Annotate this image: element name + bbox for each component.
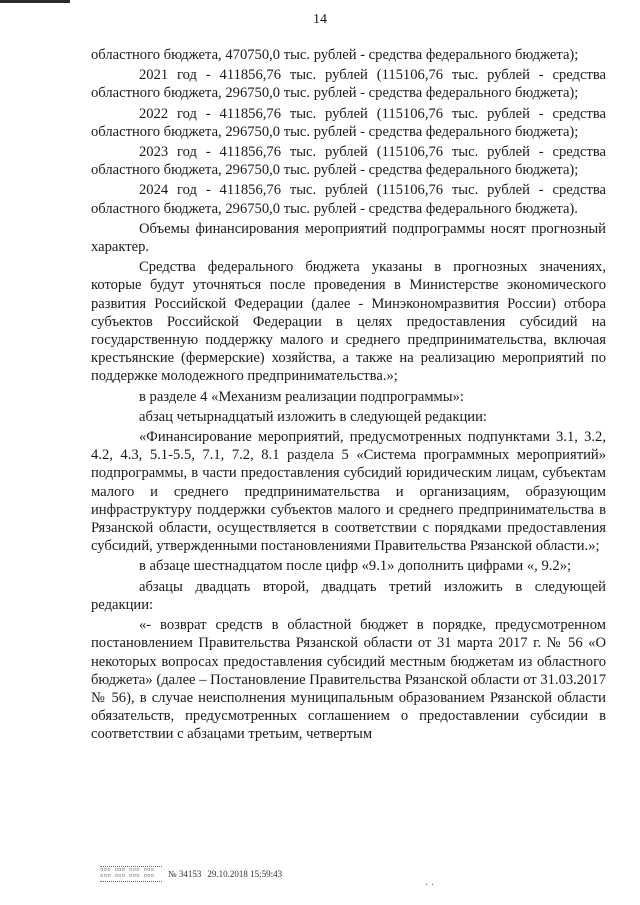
document-footer [100,866,282,882]
paragraph: Средства федерального бюджета указаны в прогнозных значениях, которые будут уточняться после проведения в Министерстве экономического развития Российской Федерации (далее - Минэкономразвития России) отбора субъектов Российской Федерации в целях предоставления субсидий на государственную поддержку малого и среднего предпринимательства, включая крестьянские (фермерские) хозяйства, а также на реализацию мероприятий по поддержке молодежного предпринимательства.»; [91,259,606,385]
scan-speckle: · · [425,880,435,891]
paragraph: 2022 год - 411856,76 тыс. рублей (115106,76 тыс. рублей - средства областного бюджета, 296750,0 тыс. рублей - средства федерального бюджета); [91,105,606,140]
paragraph: в абзаце шестнадцатом после цифр «9.1» дополнить цифрами «, 9.2»; [139,558,572,575]
paragraph: абзац четырнадцатый изложить в следующей редакции: [139,408,487,425]
registration-stamp-image: ▫▫▫ ▫▫▫ ▫▫▫ ▫▫▫ ▫▫▫ ▫▫▫ ▫▫▫ ▫▫▫ [100,866,162,882]
page-number: 14 [313,12,327,27]
paragraph: «Финансирование мероприятий, предусмотренных подпунктами 3.1, 3.2, 4.2, 4.3, 5.1-5.5, 7.1, 7.2, 8.1 раздела 5 «Система программных мероприятий» подпрограммы, в части предоставления субсидий юридическим лицам, субъектам малого и среднего предпринимательства и организациям, образующим инфраструктуру поддержки субъектов малого и среднего предпринимательства в Рязанской области, осуществляется в соответствии с порядками предоставления субсидий, утвержденными постановлениями Правительства Рязанской области.»; [91,429,606,555]
paragraph: 2021 год - 411856,76 тыс. рублей (115106,76 тыс. рублей - средства областного бюджета, 296750,0 тыс. рублей - средства федерального бюджета); [91,67,606,102]
paragraph: 2023 год - 411856,76 тыс. рублей (115106,76 тыс. рублей - средства областного бюджета, 296750,0 тыс. рублей - средства федерального бюджета); [91,144,606,179]
paragraph: «- возврат средств в областной бюджет в порядке, предусмотренном постановлением Правительства Рязанской области от 31 марта 2017 г. № 56 «О некоторых вопросах предоставления субсидий местным бюджетам из областного бюджета» (далее – Постановление Правительства Рязанской области от 31.03.2017 № 56), в случае неисполнения муниципальным образованием Рязанской области обязательств, предусмотренных соглашением о предоставлении субсидии в соответствии с абзацами третьим, четвертым [91,617,606,743]
paragraph: областного бюджета, 470750,0 тыс. рублей - средства федерального бюджета); [91,47,579,63]
paragraph: Объемы финансирования мероприятий подпрограммы носят прогнозный характер. [91,220,606,256]
paragraph: 2024 год - 411856,76 тыс. рублей (115106,76 тыс. рублей - средства областного бюджета, 296750,0 тыс. рублей - средства федерального бюджета). [91,182,606,217]
document-timestamp: 29.10.2018 15:59:43 [207,869,283,879]
paragraph: абзацы двадцать второй, двадцать третий изложить в следующей редакции: [91,578,606,613]
paragraph: в разделе 4 «Механизм реализации подпрограммы»: [139,388,464,405]
document-body [91,46,606,746]
scan-edge-mark [0,0,70,3]
document-number: № 34153 [168,869,202,879]
